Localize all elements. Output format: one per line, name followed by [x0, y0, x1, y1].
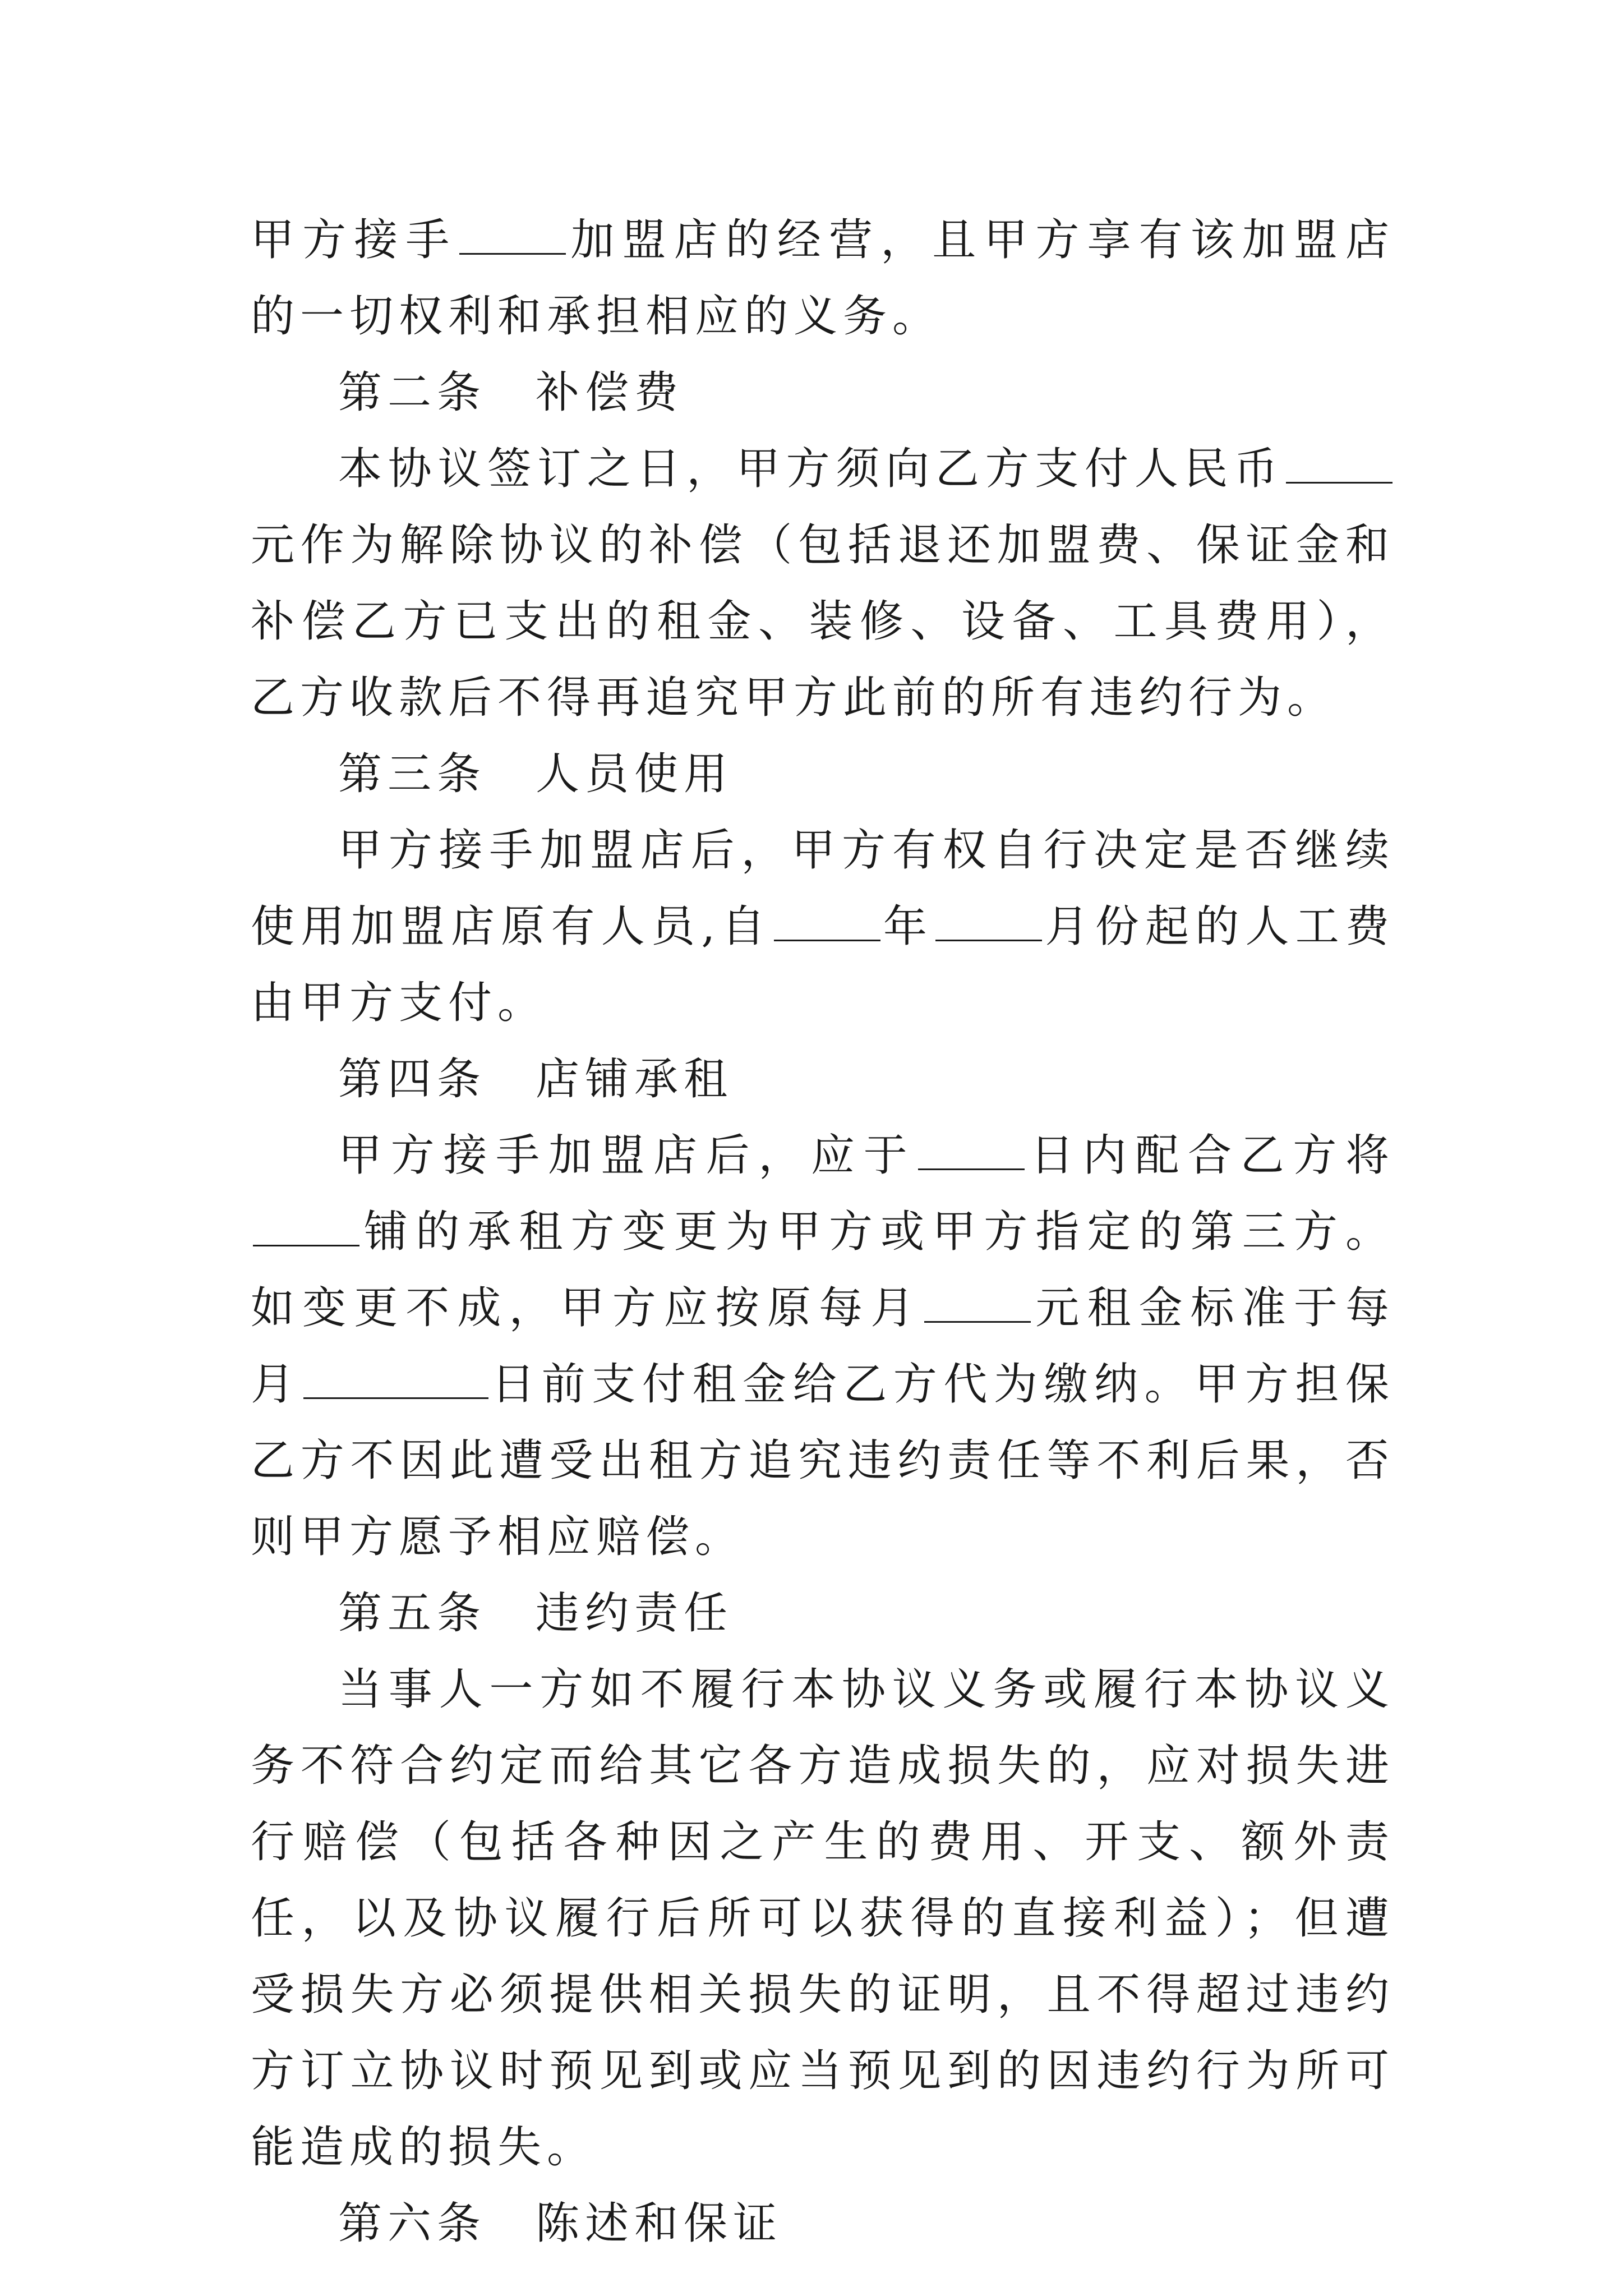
fill-blank[interactable]: [1286, 443, 1393, 484]
text-segment: 年: [882, 901, 934, 952]
text-segment: 月份起的人工费由甲方支付。: [251, 901, 1395, 1028]
fill-blank[interactable]: [253, 1205, 359, 1246]
fill-blank[interactable]: [918, 1129, 1025, 1170]
document-body: [251, 202, 1395, 2262]
text-segment: 本协议签订之日，甲方须向乙方支付人民币: [338, 444, 1284, 494]
article-5-paragraph: 当事人一方如不履行本协议义务或履行本协议义务不符合约定而给其它各方造成损失的，应对损失进行赔偿（包括各种因之产生的费用、开支、额外责任，以及协议履行后所可以获得的直接利益）；但遭受损失方必须提供相关损失的证明，且不得超过违约方订立协议时预见到或应当预见到的因违约行为所可能造成的损失。: [251, 1664, 1395, 2173]
article-5-heading: 第五条 违约责任: [338, 1588, 734, 1639]
text-segment: 铺的承租方变更为甲方或甲方指定的第三方。如变更不成，甲方应按原每月: [251, 1207, 1395, 1333]
text-segment: 甲方接手加盟店后，甲方有权自行决定是否继续使用加盟店原有人员,自: [251, 825, 1395, 952]
article-2-paragraph: [251, 431, 1395, 736]
article-6-heading: 第六条 陈述和保证: [338, 2198, 783, 2249]
article-4-heading: 第四条 店铺承租: [338, 1054, 734, 1105]
article-3-heading: 第三条 人员使用: [338, 749, 734, 799]
article-3-paragraph: [251, 812, 1395, 1041]
article-4-paragraph: [251, 1117, 1395, 1575]
fill-blank[interactable]: [774, 900, 880, 941]
text-segment: 甲方接手加盟店后，应于: [338, 1130, 916, 1181]
text-segment: 日内配合乙方将: [1027, 1130, 1395, 1181]
fill-blank[interactable]: [935, 900, 1042, 941]
text-segment: 元作为解除协议的补偿（包括退还加盟费、保证金和补偿乙方已支出的租金、装修、设备、工具费用），乙方收款后不得再追究甲方此前的所有违约行为。: [251, 520, 1395, 723]
text-segment: 元租金标准于每月: [251, 1283, 1395, 1410]
text-segment: 甲方接手: [251, 215, 458, 265]
fill-blank[interactable]: [459, 214, 566, 255]
text-segment: 加盟店的经营，且甲方享有该加盟店的一切权利和承担相应的义务。: [251, 215, 1395, 342]
fill-blank[interactable]: [303, 1358, 488, 1399]
text-segment: 日前支付租金给乙方代为缴纳。甲方担保乙方不因此遭受出租方追究违约责任等不利后果，否则甲方愿予相应赔偿。: [251, 1359, 1395, 1562]
fill-blank[interactable]: [924, 1282, 1031, 1323]
article-2-heading: 第二条 补偿费: [338, 367, 684, 418]
paragraph-continuation: [251, 202, 1395, 355]
